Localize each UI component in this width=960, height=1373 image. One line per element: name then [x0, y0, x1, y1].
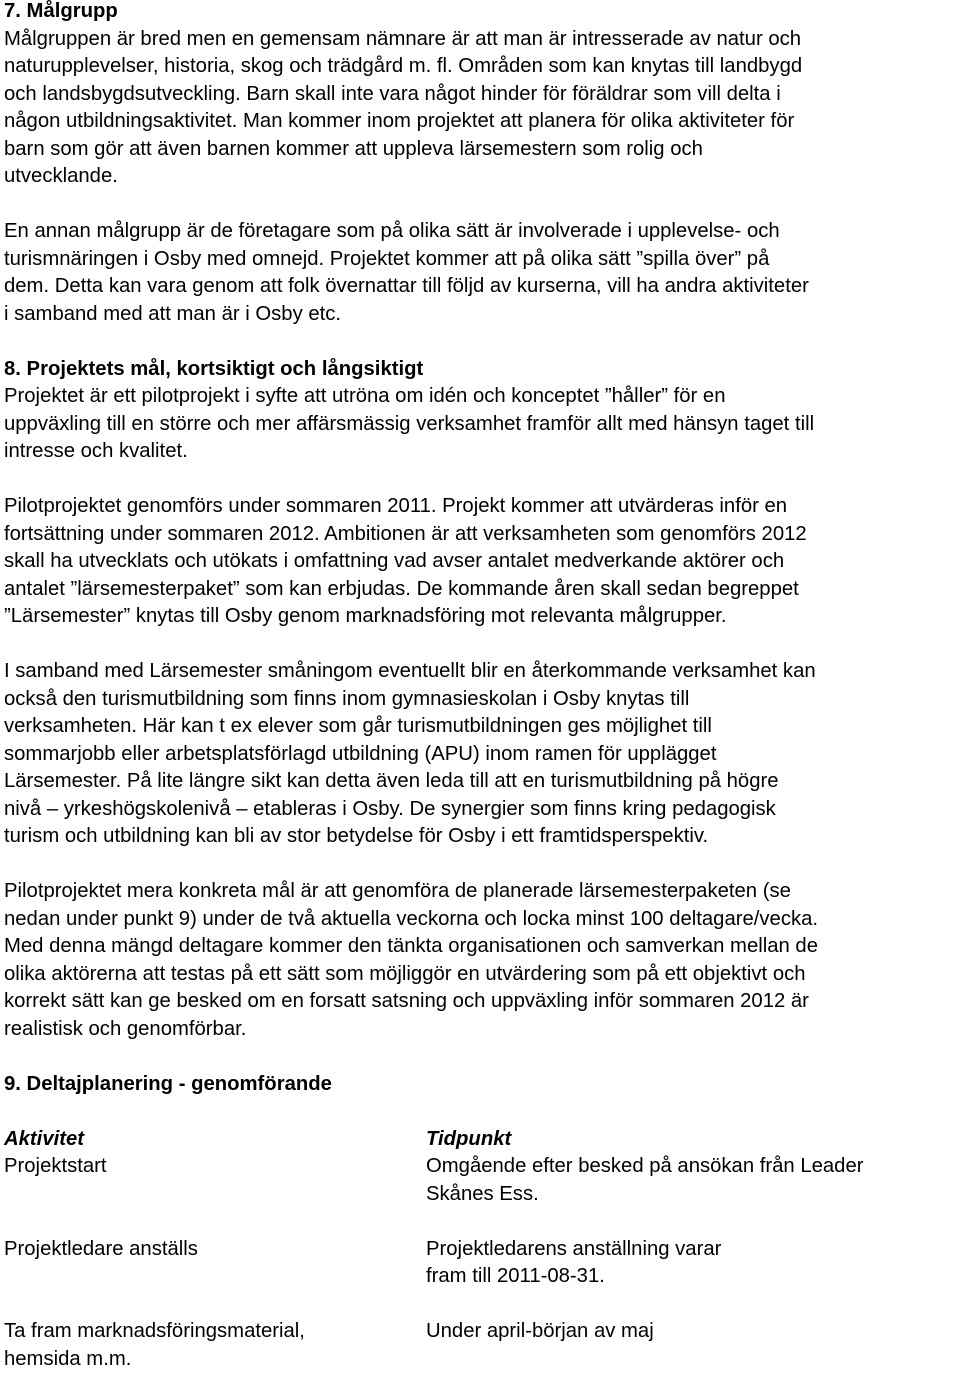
table-cell-time	[426, 1236, 956, 1291]
text-line: Pilotprojektet mera konkreta mål är att genomföra de planerade lärsemesterpaketen (se	[4, 878, 956, 906]
paragraph-gap	[4, 1043, 956, 1071]
paragraph-gap	[4, 328, 956, 356]
section-heading-malgrupp: 7. Målgrupp	[4, 0, 956, 26]
cell-line: Skånes Ess.	[426, 1181, 956, 1209]
table-header-cell	[426, 1126, 956, 1154]
text-line: uppväxling till en större och mer affärsmässig verksamhet framför allt med hänsyn taget till	[4, 411, 956, 439]
text-line: korrekt sätt kan ge besked om en forsatt satsning och uppväxling inför sommaren 2012 är	[4, 988, 956, 1016]
text-line: skall ha utvecklats och utökats i omfattning vad avser antalet medverkande aktörer och	[4, 548, 956, 576]
text-line: turismnäringen i Osby med omnejd. Projektet kommer att på olika sätt ”spilla över” på	[4, 246, 956, 274]
text-line: Lärsemester. På lite längre sikt kan detta även leda till att en turismutbildning på högre	[4, 768, 956, 796]
text-line: också den turismutbildning som finns inom gymnasieskolan i Osby knytas till	[4, 686, 956, 714]
text-line: realistisk och genomförbar.	[4, 1016, 956, 1044]
cell-line: fram till 2011-08-31.	[426, 1263, 956, 1291]
text-line: fortsättning under sommaren 2012. Ambitionen är att verksamheten som genomförs 2012	[4, 521, 956, 549]
text-line: Målgruppen är bred men en gemensam nämnare är att man är intresserade av natur och	[4, 26, 956, 54]
text-line: olika aktörerna att testas på ett sätt som möjliggör en utvärdering som på ett objektivt och	[4, 961, 956, 989]
paragraph-gap	[4, 191, 956, 219]
paragraph-mal-3	[4, 658, 956, 851]
paragraph-gap	[4, 1098, 956, 1126]
text-line: utvecklande.	[4, 163, 956, 191]
paragraph-gap	[4, 631, 956, 659]
text-line: dem. Detta kan vara genom att folk övernattar till följd av kurserna, vill ha andra aktiviteter	[4, 273, 956, 301]
activity-table	[4, 1126, 956, 1373]
table-cell-time	[426, 1153, 956, 1208]
text-line: nivå – yrkeshögskolenivå – etableras i Osby. De synergier som finns kring pedagogisk	[4, 796, 956, 824]
table-cell-activity	[4, 1318, 426, 1373]
text-line: verksamheten. Här kan t ex elever som går turismutbildningen ges möjlighet till	[4, 713, 956, 741]
paragraph-malgrupp-2	[4, 218, 956, 328]
table-header-cell	[4, 1126, 426, 1154]
column-header-tidpunkt: Tidpunkt	[426, 1126, 956, 1154]
text-line: Projektet är ett pilotprojekt i syfte att utröna om idén och konceptet ”håller” för en	[4, 383, 956, 411]
paragraph-mal-1	[4, 383, 956, 466]
text-line: ”Lärsemester” knytas till Osby genom marknadsföring mot relevanta målgrupper.	[4, 603, 956, 631]
cell-line: Projektledarens anställning varar	[426, 1236, 956, 1264]
text-line: Pilotprojektet genomförs under sommaren 2011. Projekt kommer att utvärderas inför en	[4, 493, 956, 521]
text-line: antalet ”lärsemesterpaket” som kan erbjudas. De kommande åren skall sedan begreppet	[4, 576, 956, 604]
cell-line: Projektledare anställs	[4, 1236, 426, 1264]
section-heading-deltajplanering: 9. Deltajplanering - genomförande	[4, 1071, 956, 1099]
text-line: någon utbildningsaktivitet. Man kommer inom projektet att planera för olika aktiviteter för	[4, 108, 956, 136]
paragraph-mal-4	[4, 878, 956, 1043]
text-line: naturupplevelser, historia, skog och trädgård m. fl. Områden som kan knytas till landbygd	[4, 53, 956, 81]
paragraph-gap	[4, 466, 956, 494]
text-line: I samband med Lärsemester småningom eventuellt blir en återkommande verksamhet kan	[4, 658, 956, 686]
cell-line: hemsida m.m.	[4, 1346, 426, 1373]
document-page	[4, 0, 956, 1373]
cell-line: Under april-början av maj	[426, 1318, 956, 1346]
row-gap	[426, 1208, 956, 1236]
section-heading-projektets-mal: 8. Projektets mål, kortsiktigt och långsiktigt	[4, 356, 956, 384]
cell-line: Ta fram marknadsföringsmaterial,	[4, 1318, 426, 1346]
text-line: Med denna mängd deltagare kommer den tänkta organisationen och samverkan mellan de	[4, 933, 956, 961]
text-line: och landsbygdsutveckling. Barn skall inte vara något hinder för föräldrar som vill delta i	[4, 81, 956, 109]
row-gap	[426, 1291, 956, 1319]
paragraph-mal-2	[4, 493, 956, 631]
table-cell-time	[426, 1318, 956, 1373]
text-line: barn som gör att även barnen kommer att uppleva lärsemestern som rolig och	[4, 136, 956, 164]
text-line: nedan under punkt 9) under de två aktuella veckorna och locka minst 100 deltagare/vecka.	[4, 906, 956, 934]
paragraph-gap	[4, 851, 956, 879]
text-line: En annan målgrupp är de företagare som på olika sätt är involverade i upplevelse- och	[4, 218, 956, 246]
cell-line: Omgående efter besked på ansökan från Leader	[426, 1153, 956, 1181]
table-cell-activity	[4, 1153, 426, 1208]
text-line: sommarjobb eller arbetsplatsförlagd utbildning (APU) inom ramen för upplägget	[4, 741, 956, 769]
text-line: intresse och kvalitet.	[4, 438, 956, 466]
cell-line: Projektstart	[4, 1153, 426, 1181]
row-gap	[4, 1208, 426, 1236]
text-line: turism och utbildning kan bli av stor betydelse för Osby i ett framtidsperspektiv.	[4, 823, 956, 851]
paragraph-malgrupp-1	[4, 26, 956, 191]
row-gap	[4, 1291, 426, 1319]
text-line: i samband med att man är i Osby etc.	[4, 301, 956, 329]
table-cell-activity	[4, 1236, 426, 1291]
column-header-aktivitet: Aktivitet	[4, 1126, 426, 1154]
